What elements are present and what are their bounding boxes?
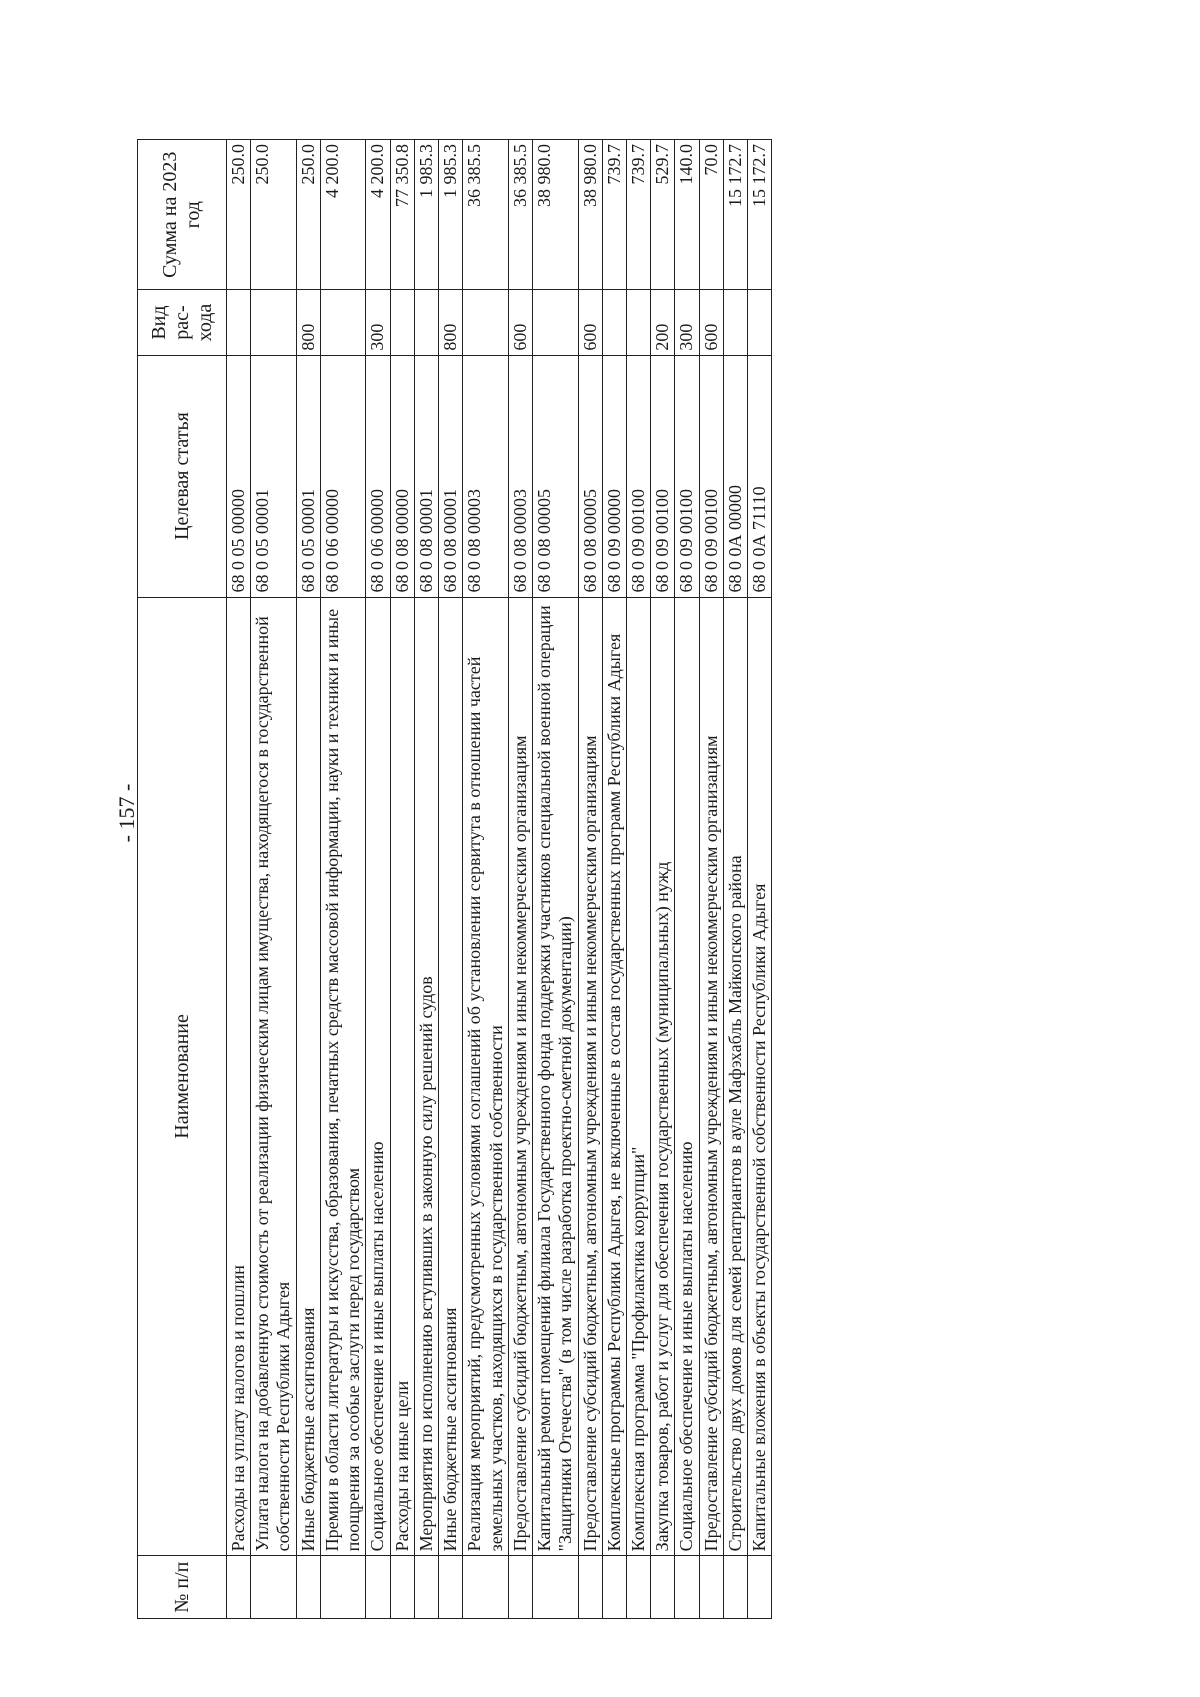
cell-code: 68 0 05 00001 — [296, 355, 320, 597]
table-row — [748, 140, 772, 1619]
cell-name: Реализация мероприятий, предусмотренных условиями соглашений об установлении сервитута в отношении частей земельных участков, находящихся в государственной собственности — [463, 597, 508, 1556]
cell-sum: 4 200.0 — [320, 140, 365, 290]
cell-name: Закупка товаров, работ и услуг для обеспечения государственных (муниципальных) нужд — [651, 597, 675, 1556]
cell-sum: 36 385.5 — [508, 140, 532, 290]
cell-name: Предоставление субсидий бюджетным, автономным учреждениям и иным некоммерческим организациям — [508, 597, 532, 1556]
cell-sum: 739.7 — [602, 140, 626, 290]
cell-type — [748, 290, 772, 355]
cell-code: 68 0 08 00000 — [390, 355, 414, 597]
table-row — [414, 140, 438, 1619]
cell-code: 68 0 09 00100 — [675, 355, 699, 597]
cell-type: 800 — [439, 290, 463, 355]
cell-type: 600 — [508, 290, 532, 355]
cell-code: 68 0 06 00000 — [320, 355, 365, 597]
table-row — [320, 140, 365, 1619]
cell-name: Капитальные вложения в объекты государственной собственности Республики Адыгея — [748, 597, 772, 1556]
cell-sum: 140.0 — [675, 140, 699, 290]
cell-code: 68 0 09 00100 — [699, 355, 723, 597]
table-row — [251, 140, 296, 1619]
cell-name: Предоставление субсидий бюджетным, автономным учреждениям и иным некоммерческим организациям — [699, 597, 723, 1556]
cell-sum: 36 385.5 — [463, 140, 508, 290]
cell-code: 68 0 09 00000 — [602, 355, 626, 597]
cell-name: Комплексные программы Республики Адыгея, не включенные в состав государственных программ Республики Адыгея — [602, 597, 626, 1556]
cell-code: 68 0 05 00001 — [251, 355, 296, 597]
cell-num — [366, 1556, 390, 1619]
cell-num — [251, 1556, 296, 1619]
cell-code: 68 0 09 00100 — [651, 355, 675, 597]
cell-num — [699, 1556, 723, 1619]
cell-name: Мероприятия по исполнению вступивших в законную силу решений судов — [414, 597, 438, 1556]
cell-num — [675, 1556, 699, 1619]
cell-type: 300 — [675, 290, 699, 355]
cell-num — [723, 1556, 747, 1619]
table-row — [296, 140, 320, 1619]
table-row — [651, 140, 675, 1619]
cell-name: Капитальный ремонт помещений филиала Государственного фонда поддержки участников специальной военной операции "Защитники Отечества" (в том числе разработка проектно-сметной документации) — [533, 597, 578, 1556]
header-sum: Сумма на 2023 год — [138, 140, 227, 290]
table-row — [699, 140, 723, 1619]
cell-num — [414, 1556, 438, 1619]
table-row — [626, 140, 650, 1619]
table-row — [578, 140, 602, 1619]
cell-type — [602, 290, 626, 355]
table-row — [390, 140, 414, 1619]
cell-num — [533, 1556, 578, 1619]
cell-code: 68 0 06 00000 — [366, 355, 390, 597]
cell-type — [227, 290, 251, 355]
cell-name: Строительство двух домов для семей репатриантов в ауле Мафэхабль Майкопского района — [723, 597, 747, 1556]
table-header-row — [138, 140, 227, 1619]
cell-sum: 739.7 — [626, 140, 650, 290]
cell-sum: 529.7 — [651, 140, 675, 290]
cell-type — [463, 290, 508, 355]
cell-sum: 4 200.0 — [366, 140, 390, 290]
cell-code: 68 0 08 00005 — [578, 355, 602, 597]
cell-type — [320, 290, 365, 355]
cell-type: 300 — [366, 290, 390, 355]
header-type: Вид рас-хода — [138, 290, 227, 355]
cell-sum: 77 350.8 — [390, 140, 414, 290]
cell-name: Комплексная программа "Профилактика коррупции" — [626, 597, 650, 1556]
cell-code: 68 0 08 00001 — [414, 355, 438, 597]
cell-num — [320, 1556, 365, 1619]
cell-name: Уплата налога на добавленную стоимость от реализации физическим лицам имущества, находящегося в государственной собственности Республики Адыгея — [251, 597, 296, 1556]
cell-type — [533, 290, 578, 355]
cell-num — [439, 1556, 463, 1619]
cell-name: Социальное обеспечение и иные выплаты населению — [366, 597, 390, 1556]
cell-sum: 1 985.3 — [414, 140, 438, 290]
cell-code: 68 0 05 00000 — [227, 355, 251, 597]
cell-type: 600 — [699, 290, 723, 355]
cell-name: Премии в области литературы и искусства, образования, печатных средств массовой информации, науки и техники и иные поощрения за особые заслуги перед государством — [320, 597, 365, 1556]
table-row — [227, 140, 251, 1619]
cell-sum: 38 980.0 — [578, 140, 602, 290]
cell-num — [296, 1556, 320, 1619]
cell-num — [578, 1556, 602, 1619]
table-body — [227, 140, 772, 1619]
table-row — [723, 140, 747, 1619]
budget-table — [137, 139, 772, 1619]
cell-code: 68 0 08 00005 — [533, 355, 578, 597]
cell-type: 200 — [651, 290, 675, 355]
cell-sum: 70.0 — [699, 140, 723, 290]
rotated-page-content — [137, 139, 772, 1619]
table-row — [366, 140, 390, 1619]
header-num: № п/п — [138, 1556, 227, 1619]
table-row — [463, 140, 508, 1619]
cell-sum: 1 985.3 — [439, 140, 463, 290]
cell-num — [390, 1556, 414, 1619]
cell-num — [626, 1556, 650, 1619]
cell-num — [748, 1556, 772, 1619]
table-row — [533, 140, 578, 1619]
table-row — [439, 140, 463, 1619]
cell-name: Социальное обеспечение и иные выплаты населению — [675, 597, 699, 1556]
cell-type — [251, 290, 296, 355]
cell-code: 68 0 08 00003 — [463, 355, 508, 597]
cell-num — [508, 1556, 532, 1619]
header-code: Целевая статья — [138, 355, 227, 597]
cell-code: 68 0 09 00100 — [626, 355, 650, 597]
cell-type — [723, 290, 747, 355]
cell-name: Расходы на иные цели — [390, 597, 414, 1556]
cell-code: 68 0 08 00003 — [508, 355, 532, 597]
cell-sum: 250.0 — [251, 140, 296, 290]
cell-num — [651, 1556, 675, 1619]
cell-type — [390, 290, 414, 355]
cell-type: 600 — [578, 290, 602, 355]
page-number: - 157 - — [114, 783, 139, 843]
header-name: Наименование — [138, 597, 227, 1556]
cell-sum: 15 172.7 — [723, 140, 747, 290]
cell-code: 68 0 0А 00000 — [723, 355, 747, 597]
cell-code: 68 0 08 00001 — [439, 355, 463, 597]
cell-type — [626, 290, 650, 355]
cell-num — [602, 1556, 626, 1619]
cell-type — [414, 290, 438, 355]
cell-sum: 250.0 — [227, 140, 251, 290]
cell-sum: 250.0 — [296, 140, 320, 290]
cell-name: Иные бюджетные ассигнования — [439, 597, 463, 1556]
cell-num — [463, 1556, 508, 1619]
cell-sum: 15 172.7 — [748, 140, 772, 290]
cell-type: 800 — [296, 290, 320, 355]
table-row — [602, 140, 626, 1619]
table-row — [675, 140, 699, 1619]
cell-code: 68 0 0А 71110 — [748, 355, 772, 597]
cell-name: Иные бюджетные ассигнования — [296, 597, 320, 1556]
cell-name: Предоставление субсидий бюджетным, автономным учреждениям и иным некоммерческим организациям — [578, 597, 602, 1556]
cell-num — [227, 1556, 251, 1619]
cell-sum: 38 980.0 — [533, 140, 578, 290]
cell-name: Расходы на уплату налогов и пошлин — [227, 597, 251, 1556]
table-row — [508, 140, 532, 1619]
